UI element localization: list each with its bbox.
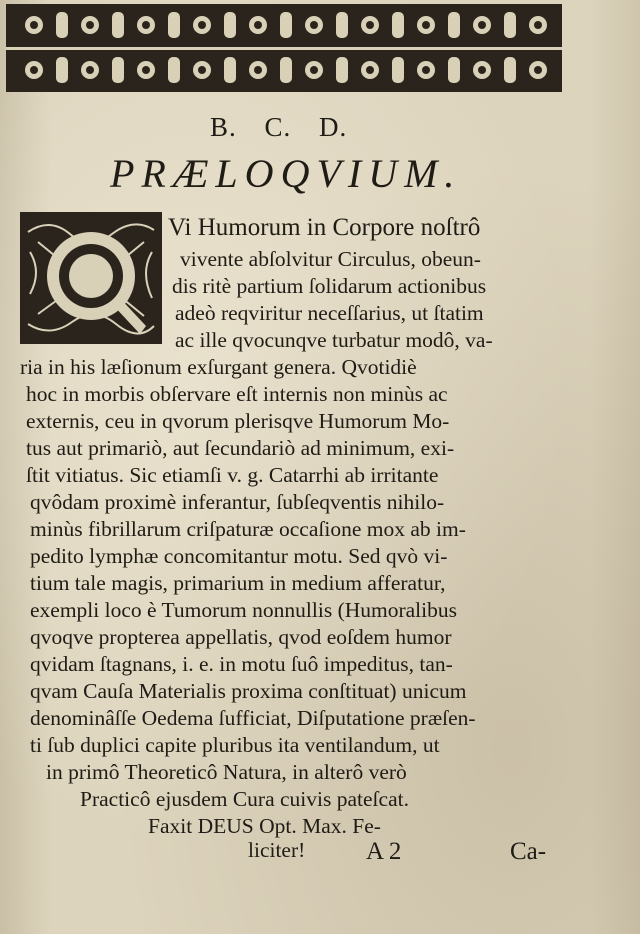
chapter-title: PRÆLOQVIUM. <box>110 151 462 196</box>
text-line: externis, ceu in qvorum plerisqve Humorum Mo- <box>26 409 450 433</box>
text-line: denominâſſe Oedema ſufficiat, Diſputatione præſen- <box>30 706 476 730</box>
text-line: exempli loco è Tumorum nonnullis (Humoralibus <box>30 598 457 622</box>
text-line: ſtit vitiatus. Sic etiamſi v. g. Catarrhi ab irritante <box>26 463 439 487</box>
text-line: ac ille qvocunqve turbatur modô, va- <box>175 328 493 352</box>
text-line: tium tale magis, primarium in medium afferatur, <box>30 571 446 595</box>
text-line: in primô Theoreticô Natura, in alterô verò <box>46 760 407 784</box>
floral-ornament-band-icon <box>6 4 562 92</box>
catchword: Ca- <box>510 838 547 865</box>
decorated-initial-q-icon <box>20 212 162 344</box>
text-line: qvam Cauſa Materialis proxima conſtituat) unicum <box>30 679 467 703</box>
text-line: qvidam ſtagnans, i. e. in motu ſuô impeditus, tan- <box>30 652 453 676</box>
signature-mark: A 2 <box>366 838 402 865</box>
text-line: dis ritè partium ſolidarum actionibus <box>172 274 487 298</box>
text-line: Practicô ejusdem Cura cuivis pateſcat. <box>80 787 409 811</box>
text-line: hoc in morbis obſervare eſt internis non minùs ac <box>26 382 448 406</box>
text-line: qvôdam proximè inferantur, ſubſeqventis nihilo- <box>30 490 445 514</box>
text-line: Faxit DEUS Opt. Max. Fe- <box>148 814 381 838</box>
text-line: ti ſub duplici capite pluribus ita ventilandum, ut <box>30 733 440 757</box>
text-line: liciter! <box>248 838 306 862</box>
text-line: adeò reqviritur neceſſarius, ut ſtatim <box>175 301 484 325</box>
text-line: Vi Humorum in Corpore noſtrô <box>168 214 481 241</box>
text-line: ria in his læſionum exſurgant genera. Qvotidiè <box>20 355 417 379</box>
text-line: vivente abſolvitur Circulus, obeun- <box>180 247 481 271</box>
text-line: qvoqve propterea appellatis, qvod eoſdem humor <box>30 625 452 649</box>
text-line: tus aut primariò, aut ſecundariò ad minimum, exi- <box>26 436 455 460</box>
signature-line: B. C. D. <box>210 112 348 142</box>
text-line: minùs fibrillarum criſpaturæ occaſione mox ab im- <box>30 517 466 541</box>
text-line: pedito lymphæ concomitantur motu. Sed qvò vi- <box>30 544 448 568</box>
